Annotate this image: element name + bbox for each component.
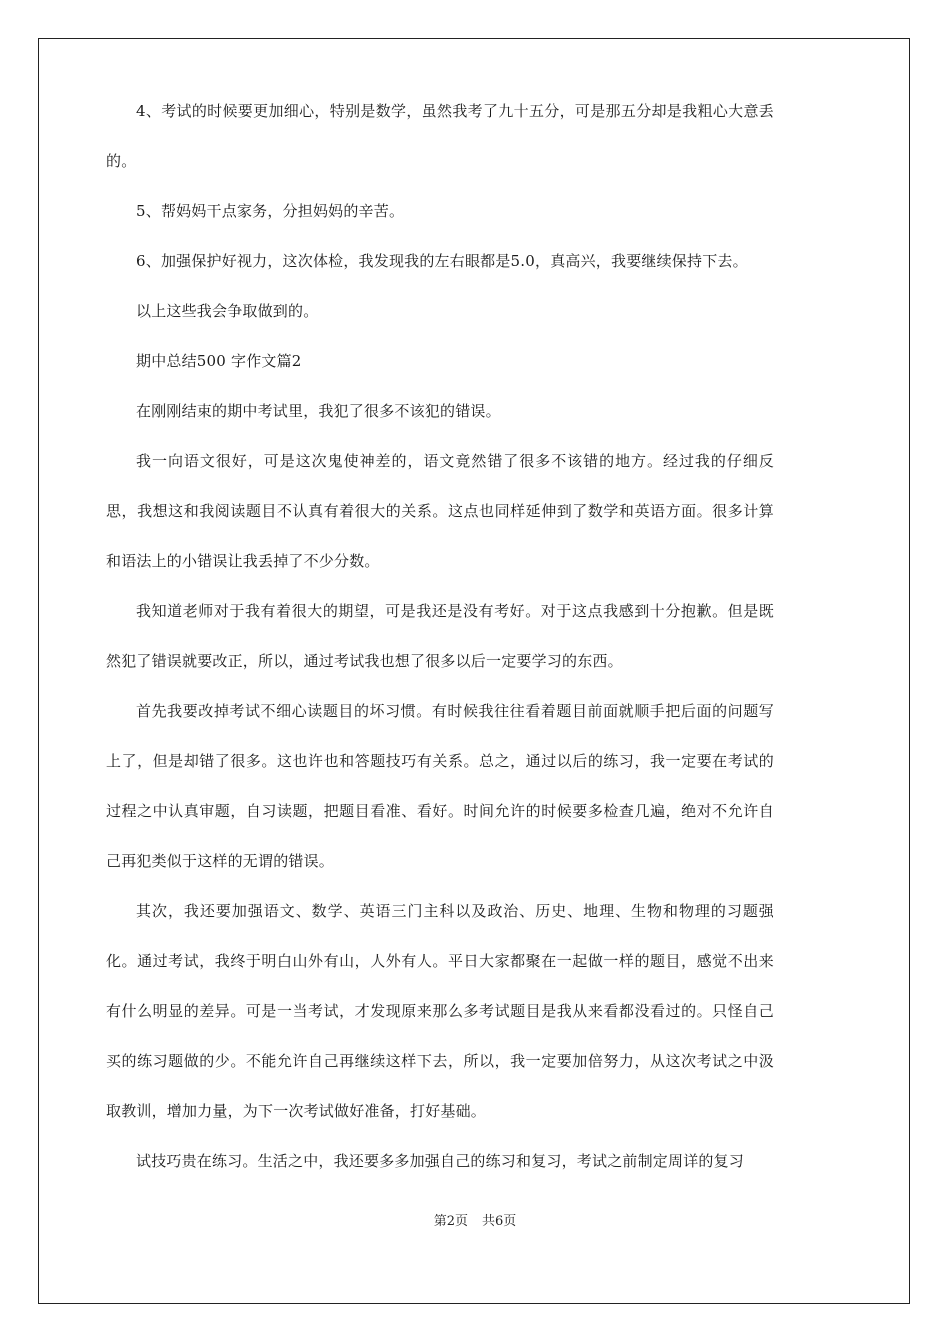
paragraph: 我一向语文很好，可是这次鬼使神差的，语文竟然错了很多不该错的地方。经过我的仔细反思，我想这和我阅读题目不认真有着很大的关系。这点也同样延伸到了数学和英语方面。很多计算和语法上的小错误让我丢掉了不少分数。 — [106, 452, 774, 570]
paragraph: 以上这些我会争取做到的。 — [136, 302, 319, 320]
paragraph: 我知道老师对于我有着很大的期望，可是我还是没有考好。对于这点我感到十分抱歉。但是既然犯了错误就要改正，所以，通过考试我也想了很多以后一定要学习的东西。 — [106, 602, 774, 670]
page-footer — [0, 1210, 950, 1229]
paragraph: 试技巧贵在练习。生活之中，我还要多多加强自己的练习和复习，考试之前制定周详的复习 — [136, 1152, 745, 1170]
document-body — [106, 86, 774, 1186]
page-number: 第2页 — [433, 1214, 468, 1229]
paragraph: 其次，我还要加强语文、数学、英语三门主科以及政治、历史、地理、生物和物理的习题强化。通过考试，我终于明白山外有山，人外有人。平日大家都聚在一起做一样的题目，感觉不出来有什么明显的差异。可是一当考试，才发现原来那么多考试题目是我从来看都没看过的。只怪自己买的练习题做的少。不能允许自己再继续这样下去，所以，我一定要加倍努力，从这次考试之中汲取教训，增加力量，为下一次考试做好准备，打好基础。 — [106, 902, 774, 1120]
page-total: 共6页 — [482, 1214, 517, 1229]
section-heading: 期中总结500 字作文篇2 — [136, 352, 302, 370]
paragraph: 在刚刚结束的期中考试里，我犯了很多不该犯的错误。 — [136, 402, 501, 420]
paragraph: 4、考试的时候要更加细心，特别是数学，虽然我考了九十五分，可是那五分却是我粗心大意丢的。 — [106, 102, 774, 170]
paragraph: 5、帮妈妈干点家务，分担妈妈的辛苦。 — [136, 202, 405, 220]
paragraph: 首先我要改掉考试不细心读题目的坏习惯。有时候我往往看着题目前面就顺手把后面的问题写上了，但是却错了很多。这也许也和答题技巧有关系。总之，通过以后的练习，我一定要在考试的过程之中认真审题，自习读题，把题目看准、看好。时间允许的时候要多检查几遍，绝对不允许自己再犯类似于这样的无谓的错误。 — [106, 702, 774, 870]
paragraph: 6、加强保护好视力，这次体检，我发现我的左右眼都是5.0，真高兴，我要继续保持下去。 — [136, 252, 748, 270]
